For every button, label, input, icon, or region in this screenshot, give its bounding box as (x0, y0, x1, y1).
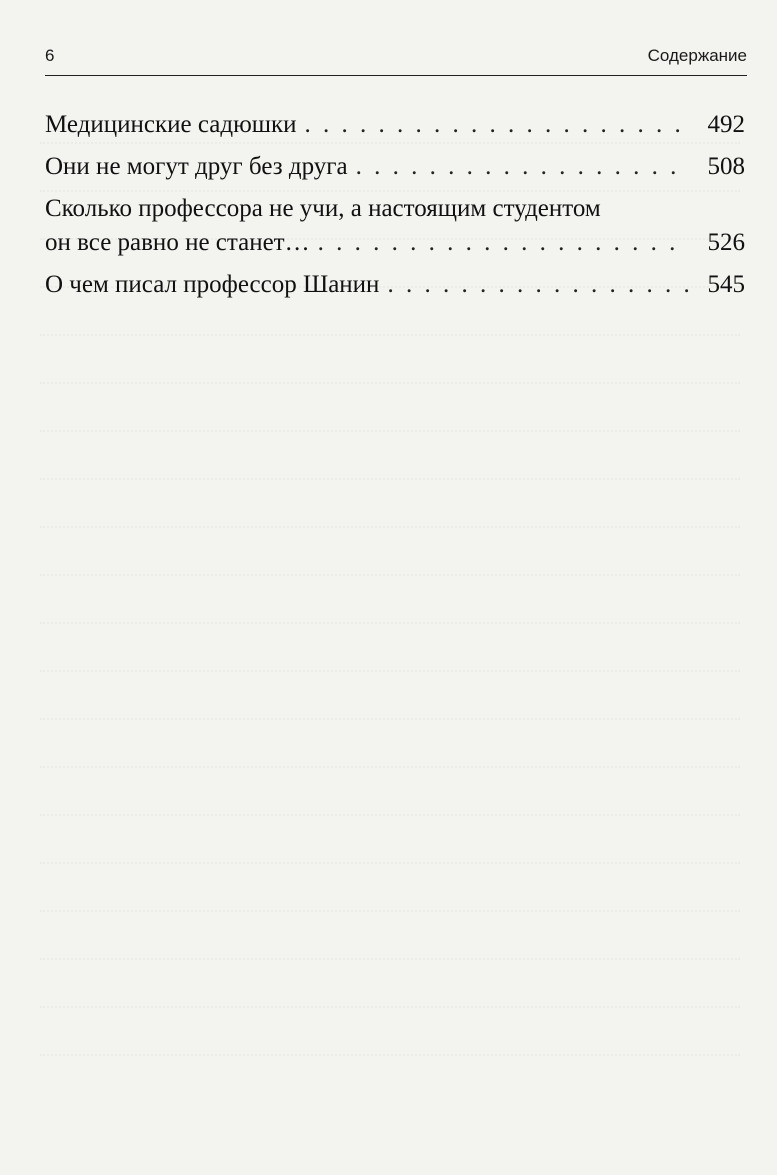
toc-entry-page: 508 (707, 153, 745, 180)
toc-entry-title: Они не могут друг без друга (45, 153, 348, 180)
running-head (45, 46, 747, 76)
toc-entry-title-line1: Сколько профессора не учи, а настоящим студентом (45, 195, 601, 222)
toc-entry (45, 192, 745, 260)
page-number: 6 (45, 46, 55, 65)
toc-entry-page: 545 (707, 271, 745, 298)
toc-entry-title: Медицинские садюшки (45, 111, 297, 138)
toc-entry-title-line2: он все равно не станет… (45, 229, 310, 256)
toc-entry-page: 492 (707, 111, 745, 138)
dot-leader (356, 150, 689, 184)
dot-leader (318, 226, 689, 260)
header-rule (45, 75, 747, 76)
table-of-contents (45, 108, 745, 310)
dot-leader (305, 108, 689, 142)
toc-entry (45, 150, 745, 184)
dot-leader (387, 268, 689, 302)
toc-entry (45, 108, 745, 142)
running-head-title: Содержание (647, 46, 747, 65)
toc-entry-title: О чем писал профессор Шанин (45, 271, 380, 298)
toc-entry (45, 268, 745, 302)
toc-entry-page: 526 (707, 229, 745, 256)
